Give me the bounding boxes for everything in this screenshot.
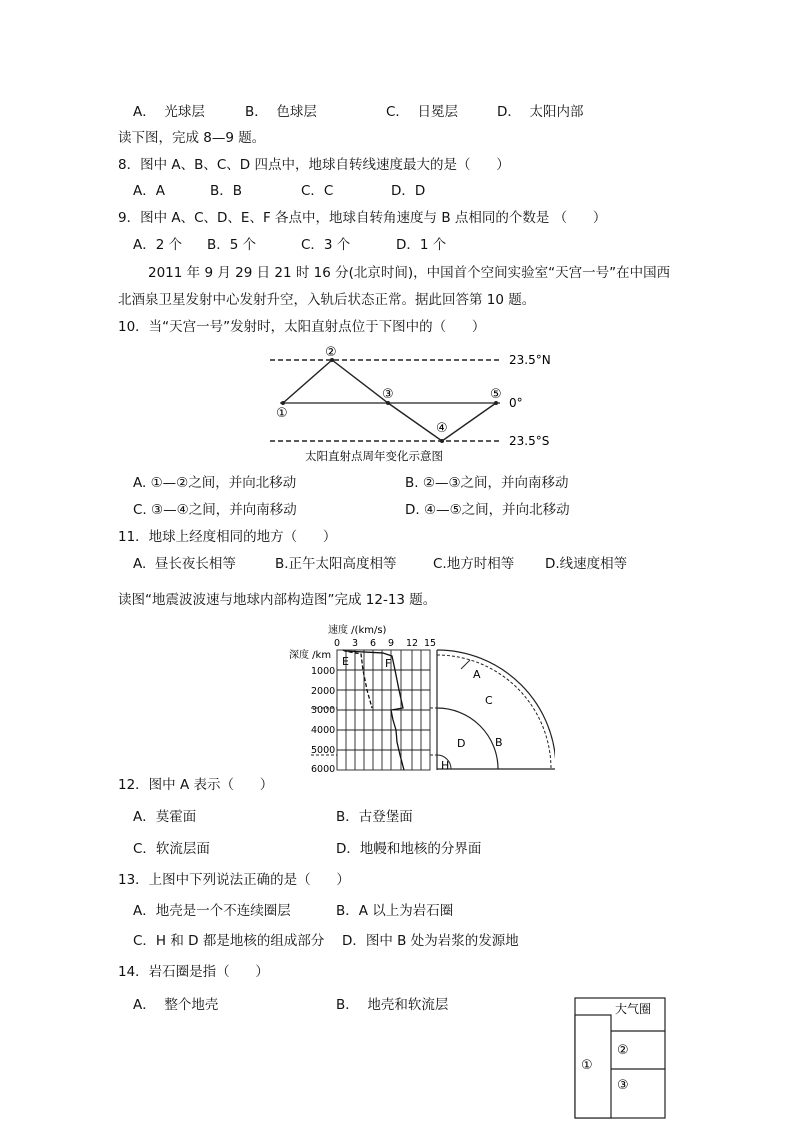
point-1-label: ①: [276, 406, 288, 421]
layer-b-label: B: [495, 736, 503, 749]
q11-option-c: C.地方时相等: [433, 556, 515, 572]
q10-option-d: D. ④—⑤之间，并向北移动: [405, 502, 570, 518]
q8-option-d: D．D: [391, 183, 426, 199]
layer-h-label: H: [441, 759, 450, 772]
q8-option-c: C．C: [301, 183, 334, 199]
q14-option-b: B． 地壳和软流层: [336, 997, 449, 1013]
q11-option-a: A. 昼长夜长相等: [133, 556, 236, 572]
wave-e-label: E: [342, 655, 349, 668]
depth-axis-title: 深度 /km: [289, 650, 332, 661]
y-tick-2000: 2000: [311, 686, 336, 697]
q11-option-b: B.正午太阳高度相等: [275, 556, 397, 572]
layer-c-label: C: [485, 694, 493, 707]
q8-option-a: A．A: [133, 183, 165, 199]
intro-12-13: 读图“地震波波速与地球内部构造图”完成 12-13 题。: [118, 592, 437, 608]
x-tick-15: 15: [423, 638, 437, 649]
diagram-caption: 太阳直射点周年变化示意图: [305, 449, 443, 463]
q9-stem: 9．图中 A、C、D、E、F 各点中，地球自转角速度与 B 点相同的个数是 （ ）: [118, 210, 607, 226]
point-5-label: ⑤: [490, 387, 502, 402]
q10-option-a: A. ①—②之间，并向北移动: [133, 475, 297, 491]
q12-option-b: B．古登堡面: [336, 809, 413, 825]
q13-option-d: D．图中 B 处为岩浆的发源地: [342, 933, 519, 949]
earth-spheres-diagram: [574, 997, 668, 1121]
y-tick-6000: 6000: [311, 764, 336, 775]
intro-8-9: 读下图，完成 8—9 题。: [118, 130, 266, 146]
q9-option-b: B．5 个: [207, 237, 257, 253]
q9-option-c: C．3 个: [301, 237, 351, 253]
q8-stem: 8．图中 A、B、C、D 四点中，地球自转线速度最大的是（ ）: [118, 157, 510, 173]
sphere-3-label: ③: [617, 1078, 629, 1093]
q12-stem: 12．图中 A 表示（ ）: [118, 777, 274, 793]
q13-option-a: A．地壳是一个不连续圈层: [133, 903, 291, 919]
q13-stem: 13．上图中下列说法正确的是（ ）: [118, 872, 350, 888]
q9-option-d: D．1 个: [396, 237, 447, 253]
q7-option-d: D． 太阳内部: [497, 104, 584, 120]
sphere-2-label: ②: [617, 1043, 629, 1058]
layer-d-label: D: [457, 737, 466, 750]
q7-option-b: B． 色球层: [245, 104, 317, 120]
seismic-wave-earth-structure-diagram: [285, 622, 555, 776]
sphere-1-label: ①: [581, 1058, 593, 1073]
q10-option-b: B. ②—③之间，并向南移动: [405, 475, 569, 491]
q14-option-a: A． 整个地壳: [133, 997, 219, 1013]
q12-option-d: D．地幔和地核的分界面: [336, 841, 482, 857]
subsolar-point-diagram: [260, 340, 570, 468]
y-tick-1000: 1000: [311, 666, 336, 677]
x-tick-12: 12: [405, 638, 419, 649]
point-2-label: ②: [325, 345, 337, 360]
point-3-label: ③: [382, 387, 394, 402]
point-4-label: ④: [436, 421, 448, 436]
lat-north-label: 23.5°N: [509, 353, 551, 367]
y-tick-5000: 5000: [311, 745, 336, 756]
q9-option-a: A．2 个: [133, 237, 183, 253]
y-tick-3000: 3000: [311, 705, 336, 716]
x-tick-3: 3: [351, 638, 359, 649]
lat-equator-label: 0°: [509, 396, 523, 410]
x-tick-0: 0: [333, 638, 341, 649]
q12-option-a: A．莫霍面: [133, 809, 197, 825]
layer-a-label: A: [473, 668, 481, 681]
lat-south-label: 23.5°S: [509, 434, 550, 448]
q7-option-c: C． 日冕层: [386, 104, 459, 120]
wave-f-label: F: [385, 657, 392, 670]
x-tick-6: 6: [369, 638, 377, 649]
y-tick-4000: 4000: [311, 725, 336, 736]
q13-option-c: C．H 和 D 都是地核的组成部分: [133, 933, 325, 949]
q11-option-d: D.线速度相等: [545, 556, 628, 572]
atmosphere-label: 大气圈: [615, 1002, 652, 1016]
speed-axis-title: 速度 /(km/s): [328, 625, 387, 636]
intro-10-line1: 2011 年 9 月 29 日 21 时 16 分(北京时间)，中国首个空间实验室“天宫一号”在中国西: [148, 265, 671, 281]
q11-stem: 11．地球上经度相同的地方（ ）: [118, 529, 337, 545]
q13-option-b: B．A 以上为岩石圈: [336, 903, 454, 919]
q7-option-a: A． 光球层: [133, 104, 205, 120]
x-tick-9: 9: [387, 638, 395, 649]
intro-10-line2: 北酒泉卫星发射中心发射升空，入轨后状态正常。据此回答第 10 题。: [118, 292, 536, 308]
q10-stem: 10．当“天宫一号”发射时，太阳直射点位于下图中的（ ）: [118, 319, 486, 335]
q12-option-c: C．软流层面: [133, 841, 210, 857]
q14-stem: 14．岩石圈是指（ ）: [118, 964, 269, 980]
q8-option-b: B．B: [210, 183, 243, 199]
q10-option-c: C. ③—④之间，并向南移动: [133, 502, 297, 518]
